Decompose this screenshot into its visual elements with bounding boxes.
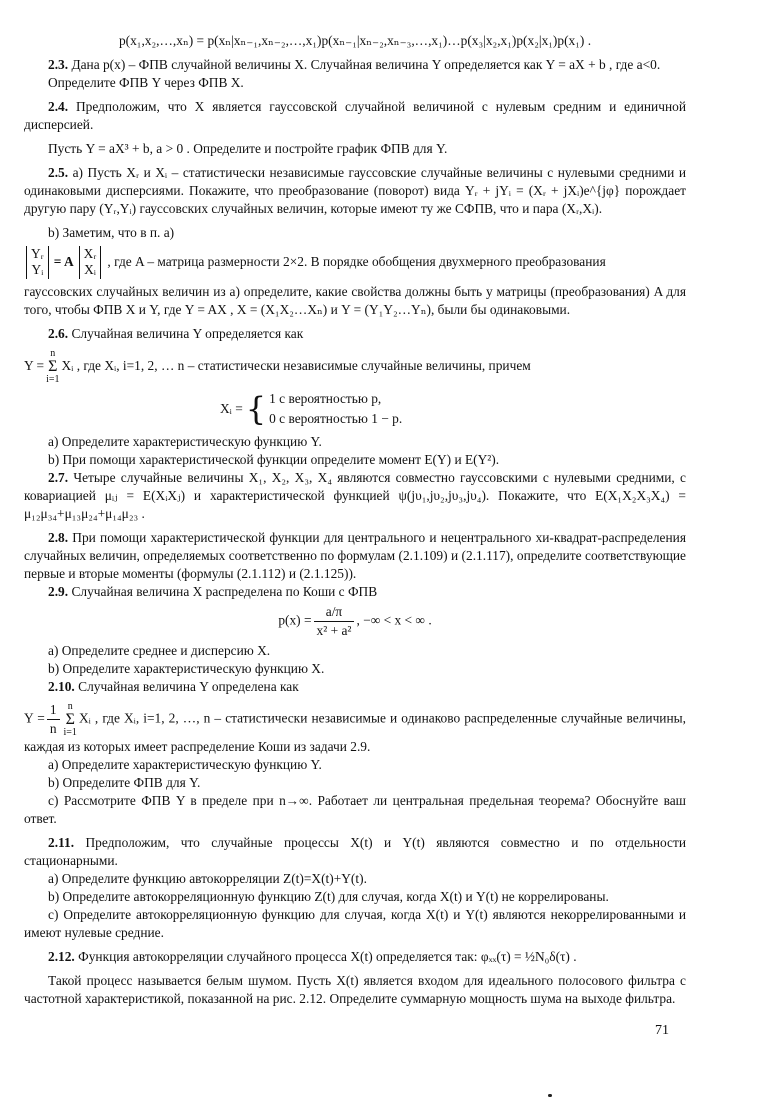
problem-number: 2.9. bbox=[48, 583, 69, 599]
problem-number: 2.7. bbox=[48, 470, 69, 486]
cauchy-range: , −∞ < x < ∞ . bbox=[356, 612, 432, 628]
sum-definition bbox=[24, 349, 686, 385]
problem-2-6-b: b) При помощи характеристической функции определите момент E(Y) и E(Y²). bbox=[48, 452, 500, 468]
scan-speck bbox=[548, 1094, 552, 1097]
cauchy-lhs: p(x) = bbox=[278, 612, 312, 628]
cauchy-pdf bbox=[24, 603, 686, 640]
mean-lhs: Y = bbox=[24, 710, 45, 726]
problem-2-11-a: а) Определите функцию автокорреляции Z(t)=X(t)+Y(t). bbox=[48, 871, 367, 887]
mean-numerator: 1 bbox=[47, 701, 60, 720]
problem-2-4 bbox=[24, 98, 686, 134]
sum-sigma: Σ bbox=[65, 710, 75, 728]
matrix-description: , где A – матрица размерности 2×2. В порядке обобщения двухмерного преобразования bbox=[107, 254, 606, 270]
problem-2-5-b-intro: b) Заметим, что в п. а) bbox=[48, 224, 175, 240]
sum-operator bbox=[64, 702, 77, 738]
cases-body bbox=[269, 389, 402, 429]
case-zero: 0 с вероятностью 1 − p. bbox=[269, 411, 403, 426]
problem-2-5 bbox=[24, 164, 686, 218]
problem-2-12 bbox=[24, 948, 686, 966]
problem-text: Функция автокорреляции случайного процесса X(t) определяется так: φₓₓ(τ) = ½N₀δ(τ) . bbox=[78, 948, 577, 964]
problem-2-10-a: а) Определите характеристическую функцию Y. bbox=[48, 757, 322, 773]
cauchy-numerator: a/π bbox=[314, 603, 355, 622]
problem-2-6-a: а) Определите характеристическую функцию Y. bbox=[48, 434, 322, 450]
problem-number: 2.11. bbox=[48, 835, 75, 851]
matrix-y-i: Yᵢ bbox=[31, 262, 44, 278]
problem-2-10 bbox=[24, 678, 686, 696]
page-content bbox=[24, 30, 686, 1008]
joint-pdf-equation: p(x₁,x₂,…,xₙ) = p(xₙ|xₙ₋₁,xₙ₋₂,…,x₁)p(xₙ₋₁|xₙ₋₂,xₙ₋₃,…,x₁)…p(x₃|x₂,x₁)p(x₂|x₁)p(x₁) . bbox=[118, 33, 592, 48]
cauchy-fraction bbox=[314, 603, 355, 640]
problem-text: Предположим, что случайные процессы X(t) и Y(t) являются совместно и по отдельности стационарными. bbox=[24, 835, 686, 869]
problem-number: 2.3. bbox=[48, 56, 69, 72]
problem-2-9 bbox=[24, 583, 686, 601]
problem-text: Случайная величина X распределена по Коши с ФПВ bbox=[71, 583, 378, 599]
problem-number: 2.5. bbox=[48, 164, 69, 180]
matrix-y-r: Yᵣ bbox=[31, 245, 44, 261]
problem-number: 2.12. bbox=[48, 948, 75, 964]
problem-2-11-b: b) Определите автокорреляционную функцию Z(t) для случая, когда X(t) и Y(t) не коррелированы. bbox=[48, 888, 609, 904]
sum-sigma: Σ bbox=[48, 357, 58, 375]
matrix-x-r: Xᵣ bbox=[83, 245, 97, 261]
sum-text: Xᵢ , где Xᵢ, i=1, 2, … n – статистически независимые случайные величины, причем bbox=[61, 357, 531, 373]
problem-number: 2.4. bbox=[48, 98, 69, 114]
sum-lhs: Y = bbox=[24, 357, 45, 373]
left-brace-icon: { bbox=[245, 390, 267, 428]
problem-text: При помощи характеристической функции для центрального и нецентрального хи-квадрат-распределения случайных величин, определяемых соответственно по формулам (2.1.109) и (2.1.117), определите соответствующие первые и вторые моменты (формулы (2.1.112) и (2.1.125)). bbox=[24, 529, 686, 581]
problem-text: Четыре случайные величины X₁, X₂, X₃, X₄ являются совместно гауссовскими с нулевыми средними, с ковариацией μᵢⱼ = E(XᵢXⱼ) и характеристической функцией ψ(jυ₁,jυ₂,jυ₃,jυ₄). Покажите, что E(X₁X₂X₃X₄) = μ₁₂μ₃₄+μ₁₃μ₂₄+μ₁₄μ₂₃ . bbox=[24, 470, 687, 521]
sum-lower: i=1 bbox=[46, 373, 60, 385]
problem-2-10-b: b) Определите ФПВ для Y. bbox=[48, 775, 201, 791]
problem-2-9-a: а) Определите среднее и дисперсию X. bbox=[48, 642, 271, 658]
sum-upper: n bbox=[67, 700, 73, 712]
sum-operator bbox=[46, 349, 59, 385]
problem-number: 2.8. bbox=[48, 529, 69, 545]
problem-text: Случайная величина Y определяется как bbox=[71, 325, 304, 341]
problem-2-3 bbox=[24, 56, 686, 74]
problem-2-11 bbox=[24, 834, 686, 870]
problem-2-7 bbox=[24, 469, 686, 523]
problem-text: а) Пусть Xᵣ и Xᵢ – статистически независимые гауссовские случайные величины с нулевыми средними и одинаковыми дисперсиями. Покажите, что преобразование (поворот) вида Yᵣ + jYᵢ = (Xᵣ + jXᵢ)e^{jφ} порождает другую пару (Yᵣ,Yᵢ) гауссовских случайных величин, которые имеют ту же СФПВ, что и пара (Xᵣ,Xᵢ). bbox=[24, 164, 686, 216]
problem-2-8 bbox=[24, 529, 686, 583]
problem-text: Случайная величина Y определена как bbox=[78, 678, 299, 694]
cauchy-denominator: x² + a² bbox=[316, 622, 352, 638]
matrix-x-i: Xᵢ bbox=[84, 262, 96, 278]
case-one: 1 с вероятностью p, bbox=[269, 390, 382, 406]
cases-definition bbox=[220, 389, 686, 429]
problem-text: Предположим, что X является гауссовской случайной величиной с нулевым средним и единичной дисперсией. bbox=[24, 98, 686, 132]
sum-upper: n bbox=[50, 347, 56, 359]
mean-text: Xᵢ , где Xᵢ, i=1, 2, …, n – статистически независимые и одинаково распределенные случайные величины, каждая из которых имеет распределение Коши из задачи 2.9. bbox=[24, 710, 686, 755]
problem-text: Дана p(x) – ФПВ случайной величины X. Случайная величина Y определяется как Y = aX + b , где a<0. bbox=[71, 56, 661, 72]
problem-2-12-paragraph: Такой процесс называется белым шумом. Пусть X(t) является входом для идеального полосового фильтра с частотной характеристикой, показанной на рис. 2.12. Определите суммарную мощность шума на выходе фильтра. bbox=[24, 972, 686, 1006]
mean-definition bbox=[24, 701, 686, 756]
mean-fraction bbox=[47, 701, 60, 738]
problem-2-4-task: Пусть Y = aX³ + b, a > 0 . Определите и постройте график ФПВ для Y. bbox=[48, 140, 448, 156]
problem-2-5-b-text: гауссовских случайных величин из а) определите, какие свойства должны быть у матрицы (преобразования) A для того, чтобы ФПВ X и Y, где Y = AX , X = (X₁X₂…Xₙ) и Y = (Y₁Y₂…Yₙ), были бы одинаковыми. bbox=[24, 284, 686, 317]
problem-number: 2.6. bbox=[48, 325, 69, 341]
matrix-eq-a: = A bbox=[53, 254, 74, 270]
sum-lower: i=1 bbox=[63, 726, 77, 738]
problem-2-11-c: c) Определите автокорреляционную функцию для случая, когда X(t) и Y(t) являются некоррелированными и имеют нулевые средние. bbox=[24, 906, 686, 940]
problem-number: 2.10. bbox=[48, 678, 75, 694]
cases-lhs: Xᵢ = bbox=[220, 401, 243, 417]
problem-2-10-c: c) Рассмотрите ФПВ Y в пределе при n→∞. Работает ли центральная предельная теорема? Обоснуйте ваш ответ. bbox=[24, 793, 686, 827]
problem-2-3-task: Определите ФПВ Y через ФПВ X. bbox=[48, 74, 244, 90]
page-number: 71 bbox=[655, 1023, 669, 1038]
mean-denominator: n bbox=[49, 721, 57, 737]
problem-2-6 bbox=[24, 325, 686, 343]
matrix-y bbox=[26, 246, 49, 280]
matrix-equation bbox=[24, 246, 686, 280]
problem-2-9-b: b) Определите характеристическую функцию X. bbox=[48, 660, 325, 676]
matrix-x bbox=[79, 246, 102, 280]
